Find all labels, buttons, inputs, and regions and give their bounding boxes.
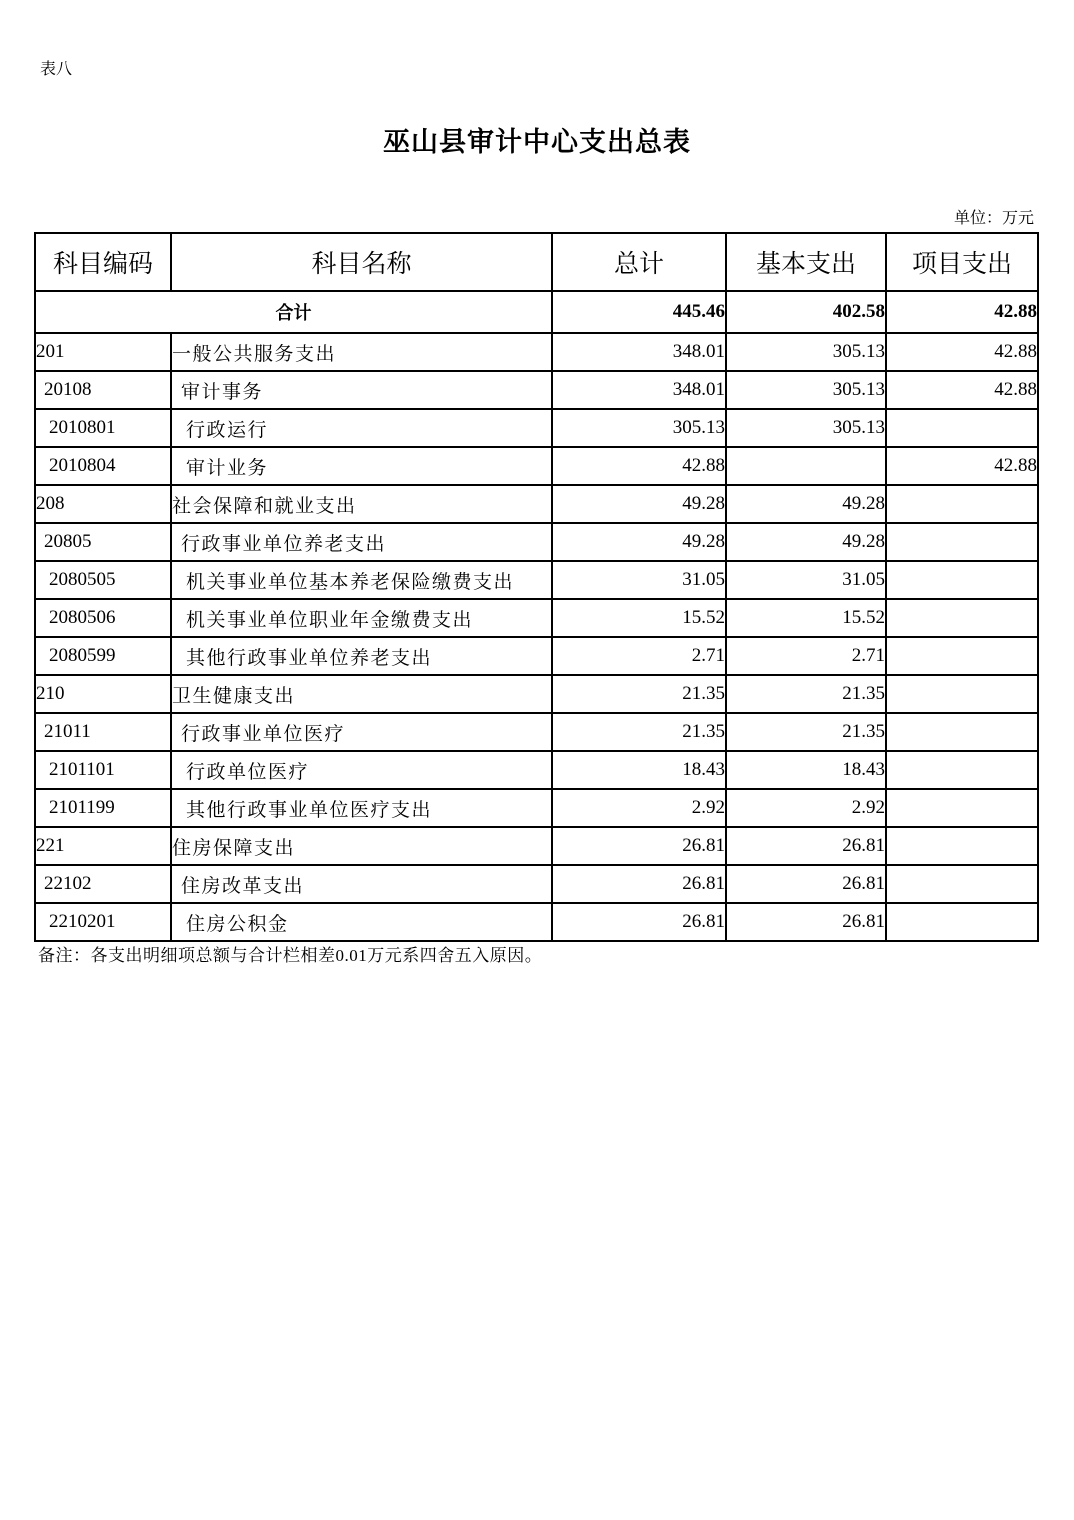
row-name: 住房公积金 [171,903,552,941]
row-code: 2101101 [35,751,171,789]
row-name: 行政单位医疗 [171,751,552,789]
row-total: 15.52 [552,599,726,637]
row-project [886,675,1038,713]
row-basic: 305.13 [726,409,886,447]
table-row [35,903,1038,941]
row-name: 行政事业单位医疗 [171,713,552,751]
row-project [886,485,1038,523]
row-code: 2080599 [35,637,171,675]
row-name: 行政事业单位养老支出 [171,523,552,561]
row-project: 42.88 [886,333,1038,371]
row-code: 20805 [35,523,171,561]
header-basic: 基本支出 [726,233,886,291]
row-basic: 49.28 [726,485,886,523]
table-row [35,599,1038,637]
row-total: 26.81 [552,827,726,865]
row-code: 2010804 [35,447,171,485]
table-row [35,561,1038,599]
table-row [35,371,1038,409]
row-name: 审计事务 [171,371,552,409]
row-project [886,751,1038,789]
total-row [35,291,1038,333]
row-project [886,637,1038,675]
row-code: 210 [35,675,171,713]
row-basic: 305.13 [726,333,886,371]
row-project [886,827,1038,865]
row-code: 22102 [35,865,171,903]
row-project [886,903,1038,941]
row-basic: 26.81 [726,865,886,903]
row-code: 2101199 [35,789,171,827]
row-basic: 31.05 [726,561,886,599]
total-amount: 445.46 [552,291,726,333]
row-name: 机关事业单位职业年金缴费支出 [171,599,552,637]
row-total: 49.28 [552,485,726,523]
row-name: 住房保障支出 [171,827,552,865]
row-project [886,409,1038,447]
table-row [35,713,1038,751]
table-row [35,751,1038,789]
row-project: 42.88 [886,447,1038,485]
row-name: 一般公共服务支出 [171,333,552,371]
total-basic: 402.58 [726,291,886,333]
row-code: 221 [35,827,171,865]
row-total: 2.71 [552,637,726,675]
row-code: 2010801 [35,409,171,447]
row-basic: 18.43 [726,751,886,789]
table-label: 表八 [40,61,73,78]
row-basic: 49.28 [726,523,886,561]
row-total: 26.81 [552,903,726,941]
row-total: 305.13 [552,409,726,447]
row-total: 21.35 [552,713,726,751]
table-row [35,523,1038,561]
row-name: 行政运行 [171,409,552,447]
row-code: 20108 [35,371,171,409]
header-code: 科目编码 [35,233,171,291]
header-name: 科目名称 [171,233,552,291]
page-title: 巫山县审计中心支出总表 [383,127,691,157]
row-basic: 2.92 [726,789,886,827]
row-total: 2.92 [552,789,726,827]
table-row [35,637,1038,675]
row-name: 社会保障和就业支出 [171,485,552,523]
unit-label: 单位：万元 [953,210,1034,227]
table-row [35,485,1038,523]
row-basic [726,447,886,485]
row-code: 2080506 [35,599,171,637]
row-name: 其他行政事业单位医疗支出 [171,789,552,827]
row-project [886,599,1038,637]
row-name: 卫生健康支出 [171,675,552,713]
header-project: 项目支出 [886,233,1038,291]
row-code: 2210201 [35,903,171,941]
row-basic: 2.71 [726,637,886,675]
table-row [35,447,1038,485]
row-name: 审计业务 [171,447,552,485]
row-name: 机关事业单位基本养老保险缴费支出 [171,561,552,599]
row-project [886,865,1038,903]
header-total: 总计 [552,233,726,291]
row-code: 2080505 [35,561,171,599]
row-total: 42.88 [552,447,726,485]
row-basic: 21.35 [726,675,886,713]
table-row [35,789,1038,827]
table-row [35,409,1038,447]
total-label: 合计 [35,291,552,333]
row-code: 21011 [35,713,171,751]
row-total: 26.81 [552,865,726,903]
table-row [35,865,1038,903]
expenditure-table [34,232,1039,942]
row-basic: 21.35 [726,713,886,751]
row-total: 49.28 [552,523,726,561]
footnote: 备注：各支出明细项总额与合计栏相差0.01万元系四舍五入原因。 [38,946,543,965]
table-row [35,675,1038,713]
header-row [35,233,1038,291]
row-project [886,789,1038,827]
row-code: 208 [35,485,171,523]
total-project: 42.88 [886,291,1038,333]
row-total: 18.43 [552,751,726,789]
row-project [886,561,1038,599]
row-project [886,523,1038,561]
row-total: 348.01 [552,371,726,409]
row-code: 201 [35,333,171,371]
table-row [35,333,1038,371]
table-row [35,827,1038,865]
row-basic: 26.81 [726,903,886,941]
row-name: 住房改革支出 [171,865,552,903]
row-project [886,713,1038,751]
row-total: 348.01 [552,333,726,371]
row-basic: 15.52 [726,599,886,637]
row-total: 31.05 [552,561,726,599]
row-name: 其他行政事业单位养老支出 [171,637,552,675]
row-basic: 26.81 [726,827,886,865]
row-basic: 305.13 [726,371,886,409]
row-project: 42.88 [886,371,1038,409]
row-total: 21.35 [552,675,726,713]
